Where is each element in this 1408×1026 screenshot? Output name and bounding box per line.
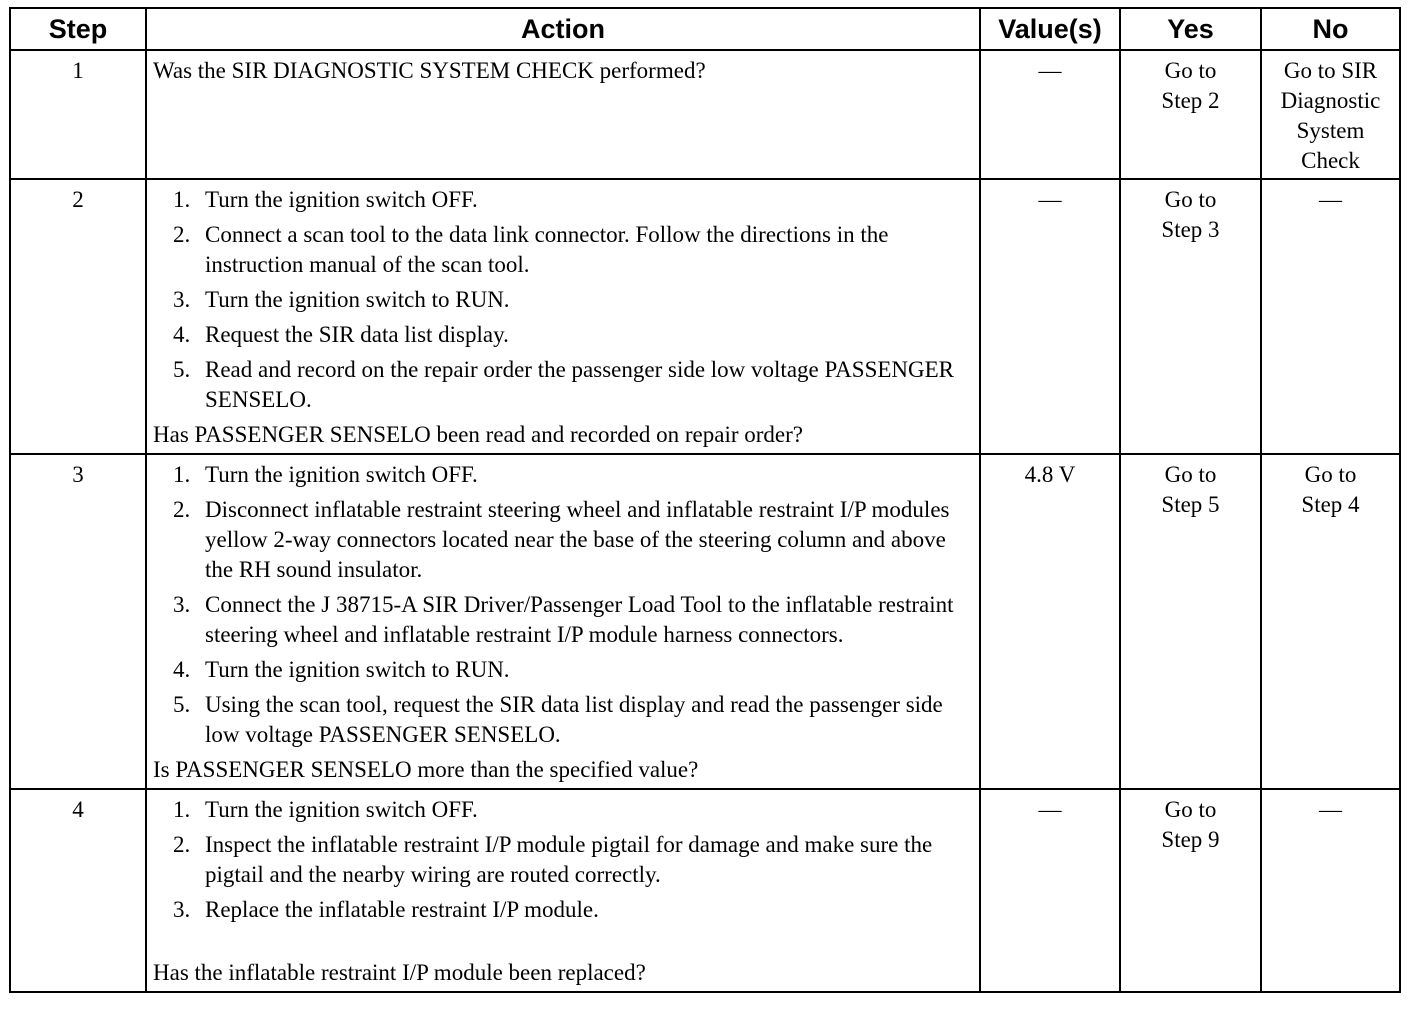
spacer xyxy=(153,930,973,958)
no-cell xyxy=(1261,50,1400,179)
yes-cell xyxy=(1120,789,1261,992)
no-line: Step 4 xyxy=(1301,492,1360,517)
action-cell xyxy=(146,50,980,179)
step-number: 4 xyxy=(10,789,146,992)
no-line: System xyxy=(1296,118,1365,143)
no-cell xyxy=(1261,789,1400,992)
action-step: 2. Disconnect inflatable restraint steering wheel and inflatable restraint I/P modules yellow 2-way connectors located near the base of the steering column and above the RH sound insulator. xyxy=(173,497,950,582)
action-step: 1. Turn the ignition switch OFF. xyxy=(173,797,478,822)
action-step: 5. Read and record on the repair order the passenger side low voltage PASSENGER SENSELO. xyxy=(173,357,955,412)
no-line: Diagnostic xyxy=(1280,88,1381,113)
header-row xyxy=(10,8,1400,50)
action-steps xyxy=(153,185,973,415)
table-row xyxy=(10,179,1400,454)
no-cell xyxy=(1261,454,1400,789)
action-question: Is PASSENGER SENSELO more than the specified value? xyxy=(153,757,699,782)
diagnostic-table xyxy=(9,7,1401,993)
step-number: 2 xyxy=(10,179,146,454)
no-cell xyxy=(1261,179,1400,454)
yes-cell xyxy=(1120,50,1261,179)
action-step: 1. Turn the ignition switch OFF. xyxy=(173,187,478,212)
no-line: — xyxy=(1319,797,1342,822)
yes-line: Step 9 xyxy=(1161,827,1220,852)
value-cell: — xyxy=(980,50,1120,179)
table-row xyxy=(10,50,1400,179)
action-step: 3. Connect the J 38715-A SIR Driver/Passenger Load Tool to the inflatable restraint steering wheel and inflatable restraint I/P module harness connectors. xyxy=(173,592,954,647)
yes-line: Go to xyxy=(1164,797,1217,822)
value-cell: — xyxy=(980,789,1120,992)
action-step: 2. Inspect the inflatable restraint I/P module pigtail for damage and make sure the pigtail and the nearby wiring are routed correctly. xyxy=(173,832,933,887)
header-values: Value(s) xyxy=(980,8,1120,50)
action-step: 4. Request the SIR data list display. xyxy=(173,322,509,347)
step-number: 1 xyxy=(10,50,146,179)
action-cell xyxy=(146,179,980,454)
action-question: Has PASSENGER SENSELO been read and recorded on repair order? xyxy=(153,422,804,447)
yes-line: Go to xyxy=(1164,187,1217,212)
header-no: No xyxy=(1261,8,1400,50)
yes-cell xyxy=(1120,454,1261,789)
yes-cell xyxy=(1120,179,1261,454)
action-step: 1. Turn the ignition switch OFF. xyxy=(173,462,478,487)
table-row xyxy=(10,454,1400,789)
value-cell: 4.8 V xyxy=(980,454,1120,789)
value-cell: — xyxy=(980,179,1120,454)
yes-line: Step 5 xyxy=(1161,492,1220,517)
no-line: — xyxy=(1319,187,1342,212)
action-steps xyxy=(153,460,973,750)
yes-line: Step 2 xyxy=(1161,88,1220,113)
action-step: 3. Turn the ignition switch to RUN. xyxy=(173,287,510,312)
no-line: Go to xyxy=(1304,462,1357,487)
action-cell xyxy=(146,789,980,992)
action-step: 2. Connect a scan tool to the data link connector. Follow the directions in the instruction manual of the scan tool. xyxy=(173,222,889,277)
yes-line: Step 3 xyxy=(1161,217,1220,242)
yes-line: Go to xyxy=(1164,58,1217,83)
header-action: Action xyxy=(146,8,980,50)
no-line: Check xyxy=(1301,148,1360,173)
action-cell xyxy=(146,454,980,789)
action-step: 4. Turn the ignition switch to RUN. xyxy=(173,657,510,682)
header-yes: Yes xyxy=(1120,8,1261,50)
action-question: Was the SIR DIAGNOSTIC SYSTEM CHECK performed? xyxy=(153,58,706,83)
action-question: Has the inflatable restraint I/P module been replaced? xyxy=(153,960,646,985)
no-line: Go to SIR xyxy=(1283,58,1378,83)
action-step: 3. Replace the inflatable restraint I/P module. xyxy=(173,897,599,922)
table-row xyxy=(10,789,1400,992)
step-number: 3 xyxy=(10,454,146,789)
header-step: Step xyxy=(10,8,146,50)
yes-line: Go to xyxy=(1164,462,1217,487)
action-steps xyxy=(153,795,973,925)
action-step: 5. Using the scan tool, request the SIR data list display and read the passenger side low voltage PASSENGER SENSELO. xyxy=(173,692,943,747)
